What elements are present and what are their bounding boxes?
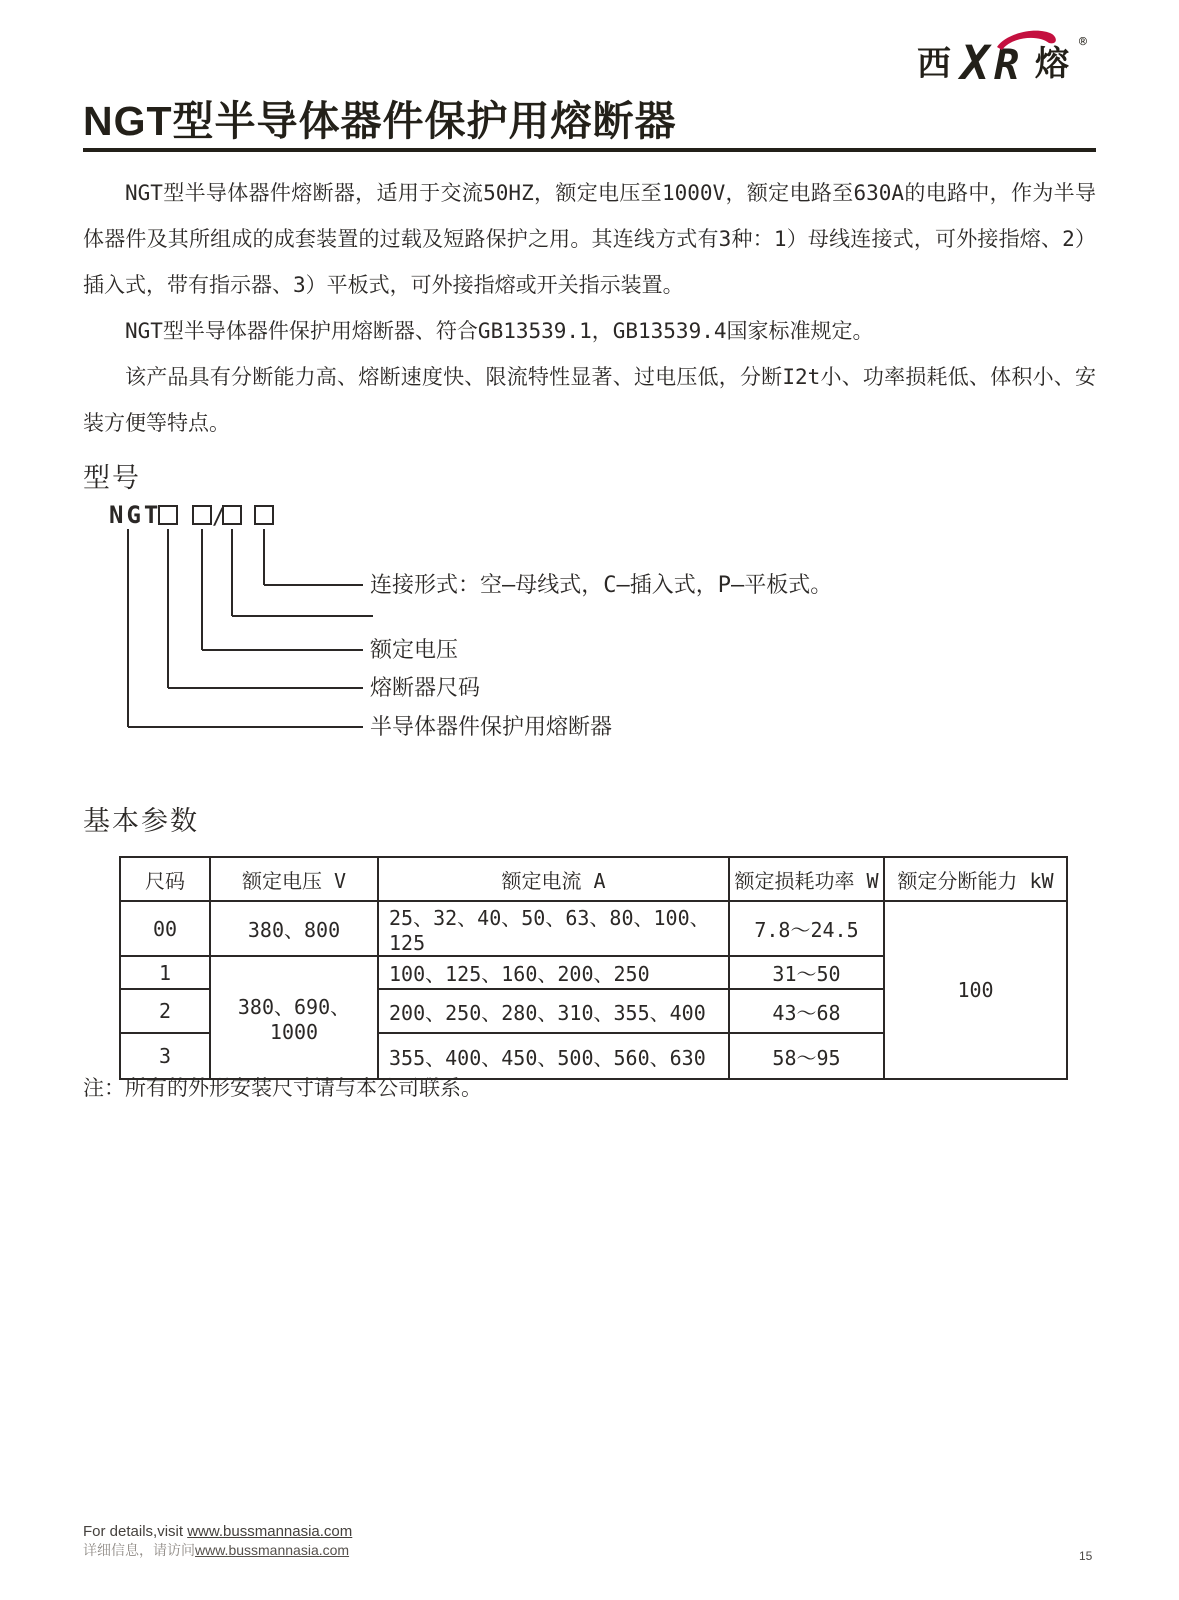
model-code-diagram: [83, 497, 1096, 762]
footer-link-en[interactable]: www.bussmannasia.com: [187, 1523, 353, 1540]
params-heading: 基本参数: [83, 806, 199, 837]
logo-right-char: 熔: [1035, 44, 1069, 84]
model-box-separator: /: [212, 505, 226, 530]
cell-voltage: 380、800: [210, 901, 378, 956]
diagram-lines: [128, 529, 373, 727]
col-header-current: 额定电流 A: [378, 857, 729, 901]
cell-voltage-merged: 380、690、1000: [210, 956, 378, 1079]
model-label-connection: 连接形式：空—母线式，C—插入式，P—平板式。: [370, 573, 833, 598]
model-label-voltage: 额定电压: [370, 638, 459, 663]
cell-power: 58～95: [729, 1033, 884, 1079]
col-header-voltage: 额定电压 V: [210, 857, 378, 901]
table-header-row: [120, 857, 1067, 901]
footer-en-text: For details,visit: [83, 1523, 188, 1540]
logo-monogram-x: X: [961, 36, 990, 90]
model-box: [159, 506, 177, 524]
page-number: 15: [1079, 1549, 1093, 1563]
cell-size: 2: [120, 989, 210, 1033]
cell-power: 31～50: [729, 956, 884, 989]
title-rule: [83, 148, 1096, 152]
page-title: NGT型半导体器件保护用熔断器: [83, 98, 677, 144]
logo-left-char: 西: [917, 44, 951, 84]
model-code: NGT: [109, 501, 162, 529]
table-note: 注：所有的外形安装尺寸请与本公司联系。: [83, 1076, 482, 1100]
brand-logo: [905, 30, 1105, 90]
registered-mark: ®: [1079, 35, 1087, 50]
col-header-power: 额定损耗功率 W: [729, 857, 884, 901]
model-box: [193, 506, 211, 524]
cell-size: 3: [120, 1033, 210, 1079]
intro-text: [83, 170, 1096, 446]
footer-zh-text: 详细信息，请访问: [83, 1542, 195, 1558]
col-header-size: 尺码: [120, 857, 210, 901]
page-footer: [83, 1522, 352, 1560]
cell-size: 00: [120, 901, 210, 956]
params-table: [119, 856, 1068, 1080]
model-label-product: 半导体器件保护用熔断器: [370, 715, 613, 740]
footer-line-en: [83, 1522, 352, 1541]
cell-size: 1: [120, 956, 210, 989]
intro-paragraph-3: 该产品具有分断能力高、熔断速度快、限流特性显著、过电压低，分断I2t小、功率损耗低、体积小、安装方便等特点。: [83, 365, 1096, 435]
intro-paragraph-2: NGT型半导体器件保护用熔断器、符合GB13539.1，GB13539.4国家标准规定。: [125, 319, 874, 343]
model-label-size: 熔断器尺码: [370, 676, 481, 701]
table-row: [120, 901, 1067, 956]
model-box: [255, 506, 273, 524]
model-heading: 型号: [83, 463, 141, 494]
cell-current: 25、32、40、50、63、80、100、125: [378, 901, 729, 956]
footer-line-zh: [83, 1541, 352, 1560]
cell-power: 7.8～24.5: [729, 901, 884, 956]
logo-monogram-r: R: [994, 40, 1020, 89]
cell-current: 200、250、280、310、355、400: [378, 989, 729, 1033]
model-box: [223, 506, 241, 524]
cell-current: 355、400、450、500、560、630: [378, 1033, 729, 1079]
cell-breaking-capacity: 100: [884, 901, 1067, 1079]
cell-power: 43～68: [729, 989, 884, 1033]
intro-paragraph-1: NGT型半导体器件熔断器，适用于交流50HZ，额定电压至1000V，额定电路至630A的电路中，作为半导体器件及其所组成的成套装置的过载及短路保护之用。其连线方式有3种：1）母线连接式，可外接指熔、2）插入式，带有指示器、3）平板式，可外接指熔或开关指示装置。: [83, 181, 1096, 297]
col-header-breaking: 额定分断能力 kW: [884, 857, 1067, 901]
footer-link-zh[interactable]: www.bussmannasia.com: [195, 1542, 350, 1558]
cell-current: 100、125、160、200、250: [378, 956, 729, 989]
